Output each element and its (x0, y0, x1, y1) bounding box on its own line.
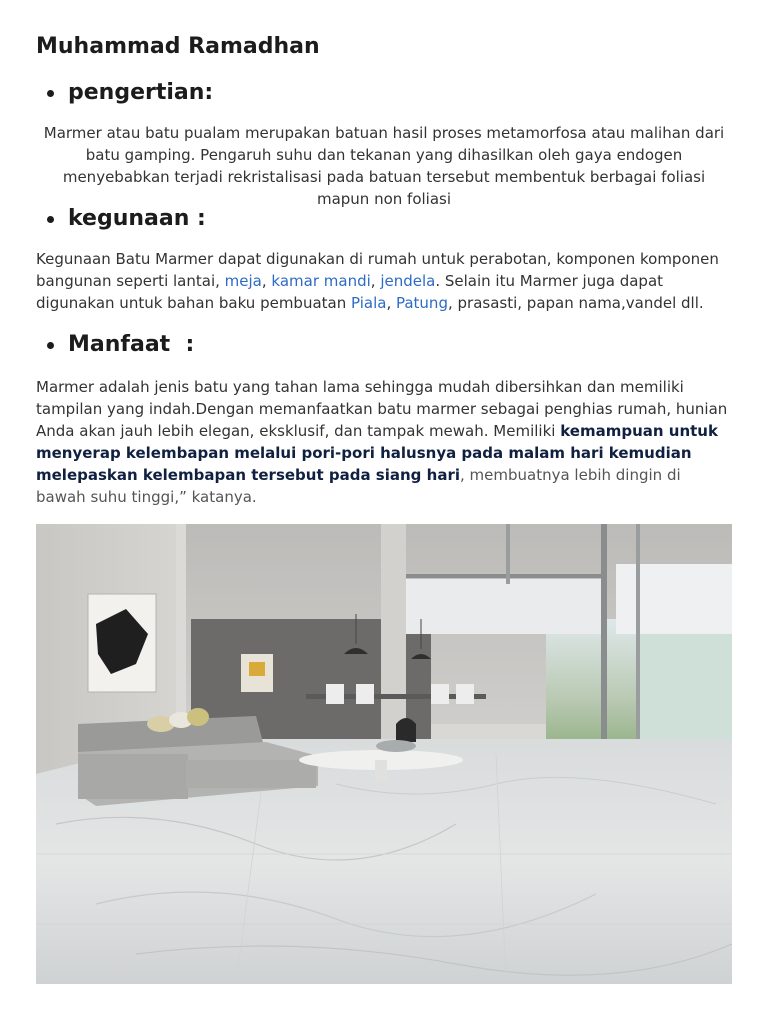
paragraph-manfaat (36, 376, 732, 508)
kegunaan-text-3: , prasasti, papan nama,vandel dll. (447, 294, 704, 312)
heading-kegunaan-label: kegunaan : (68, 206, 206, 231)
separator: , (370, 272, 381, 290)
heading-manfaat-label: Manfaat : (68, 332, 195, 357)
paragraph-pengertian: Marmer atau batu pualam merupakan batuan hasil proses metamorfosa atau malihan dari batu gamping. Pengaruh suhu dan tekanan yang dihasilkan oleh gaya endogen menyebabkan terjadi rekristalisasi pada batuan tersebut membentuk berbagai foliasi mapun non foliasi (43, 124, 725, 208)
link-patung[interactable]: Patung (395, 294, 448, 312)
heading-pengertian-label: pengertian: (68, 80, 214, 105)
link-meja[interactable]: meja (224, 272, 262, 290)
manfaat-text-2: , membuatnya lebih dingin di bawah suhu tinggi,” (36, 466, 681, 506)
bullet-marker (47, 342, 54, 349)
heading-pengertian (36, 78, 213, 108)
link-kamar-mandi[interactable]: kamar mandi (271, 272, 371, 290)
manfaat-strong-text: kemampuan untuk menyerap kelembapan melalui pori-pori halusnya pada malam hari kemudian melepaskan kelembapan tersebut pada siang hari (36, 422, 718, 484)
kegunaan-text-2: . Selain itu Marmer juga dapat digunakan untuk bahan baku pembuatan (36, 272, 664, 312)
heading-manfaat (36, 330, 194, 360)
bullet-marker (47, 90, 54, 97)
manfaat-text-3: katanya. (186, 488, 257, 506)
kegunaan-text-1: Kegunaan Batu Marmer dapat digunakan di rumah untuk perabotan, komponen komponen bangunan seperti lantai, (36, 250, 719, 290)
manfaat-text-1: Marmer adalah jenis batu yang tahan lama sehingga mudah dibersihkan dan memiliki tampilan yang indah.Dengan memanfaatkan batu marmer sebagai penghias rumah, hunian Anda akan jauh lebih elegan, eksklusif, dan tampak mewah. Memiliki (36, 378, 728, 440)
separator: , (261, 272, 272, 290)
link-jendela[interactable]: jendela (380, 272, 436, 290)
marble-room-image (36, 524, 732, 984)
separator: , (386, 294, 396, 312)
link-piala[interactable]: Piala (351, 294, 387, 312)
bullet-marker (47, 216, 54, 223)
heading-kegunaan (36, 204, 206, 234)
author-name: Muhammad Ramadhan (36, 34, 320, 59)
paragraph-kegunaan (36, 248, 732, 314)
